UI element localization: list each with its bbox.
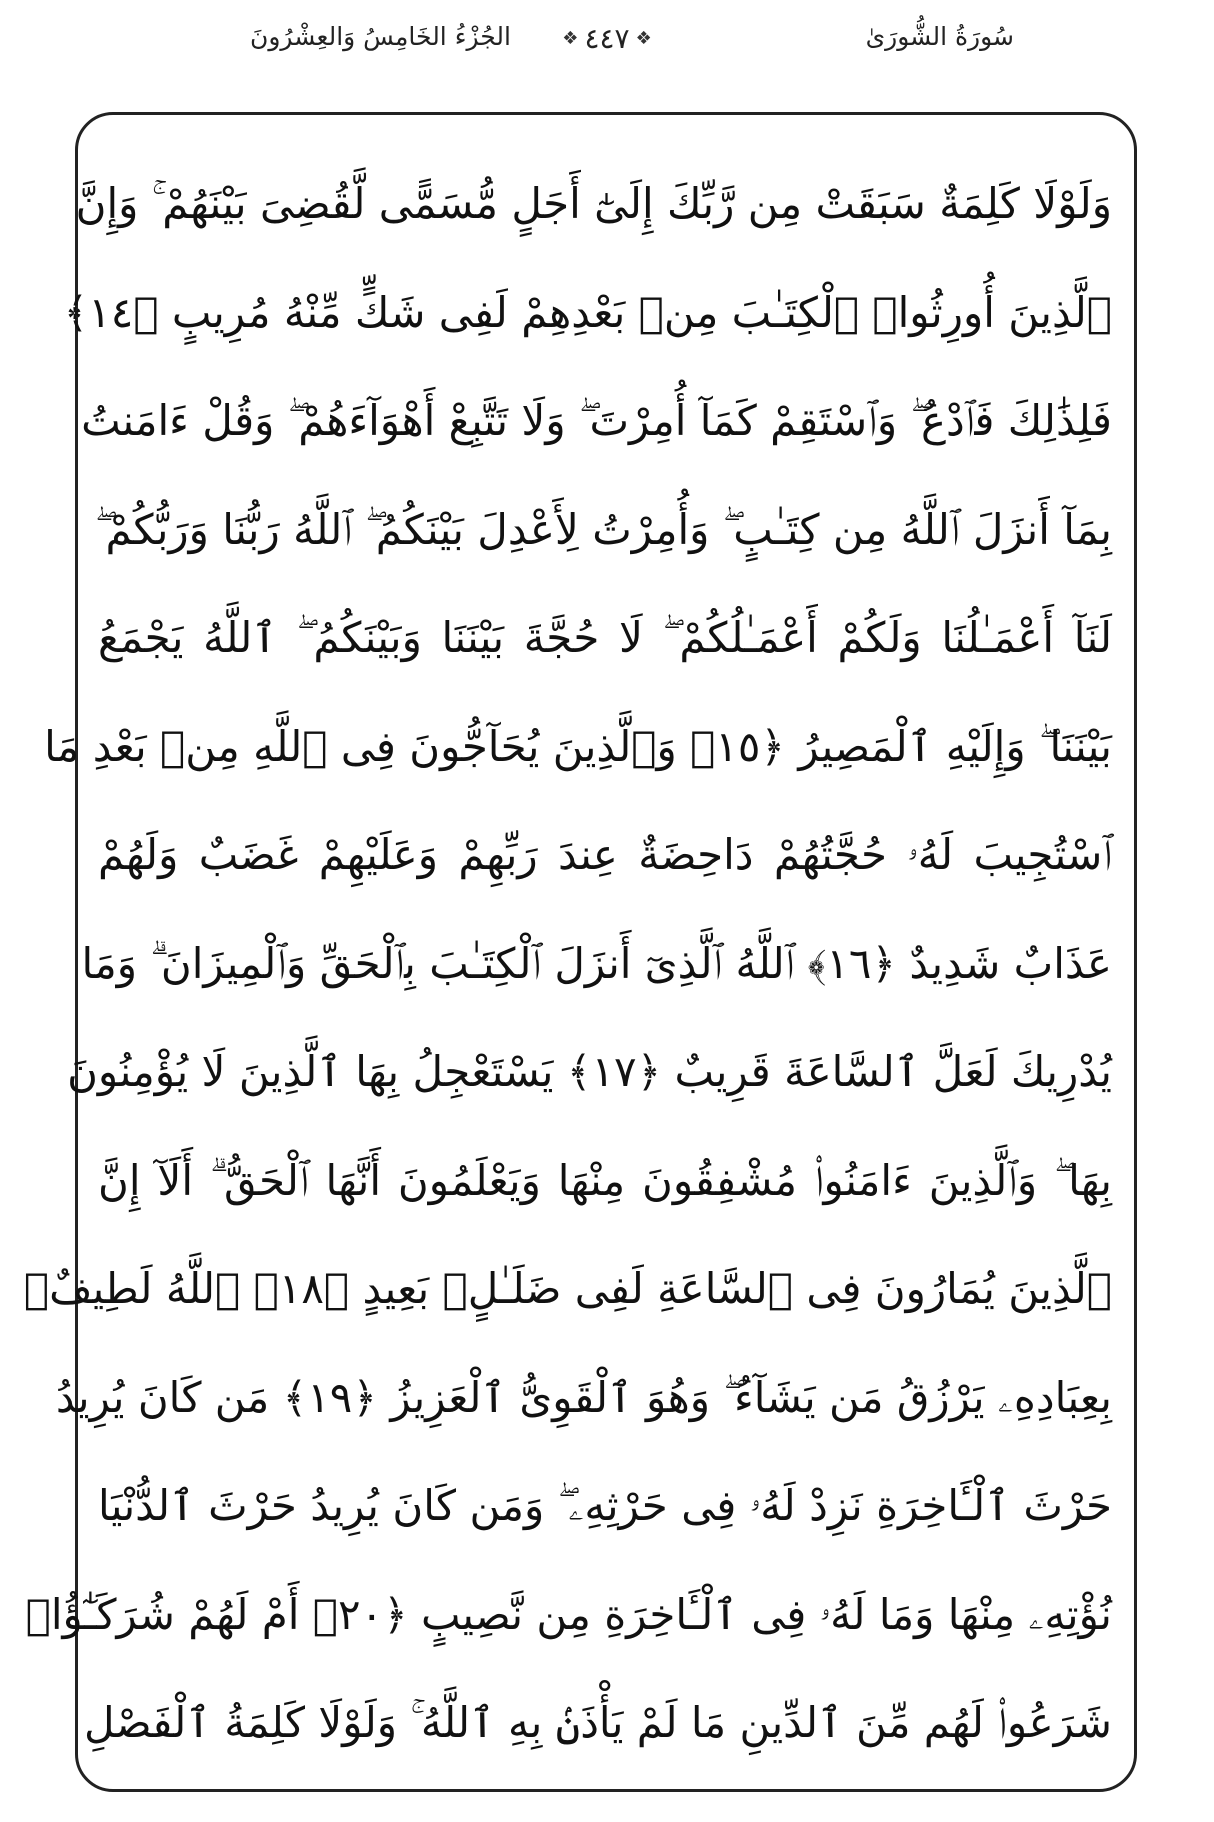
text-line: بِهَا ۖ وَٱلَّذِينَ ءَامَنُوا۟ مُشْفِقُونَ مِنْهَا وَيَعْلَمُونَ أَنَّهَا ٱلْحَقُّ ۗ أَلَآ إِنَّ bbox=[98, 1155, 1112, 1205]
text-line: حَرْثَ ٱلْـَٔاخِرَةِ نَزِدْ لَهُۥ فِى حَرْثِهِۦ ۖ وَمَن كَانَ يُرِيدُ حَرْثَ ٱلدُّنْيَا bbox=[98, 1481, 1112, 1530]
text-line: ٱلَّذِينَ يُمَارُونَ فِى ٱلسَّاعَةِ لَفِى ضَلَـٰلٍۭ بَعِيدٍ ﴿١٨﴾ ٱللَّهُ لَطِيفٌۢ bbox=[23, 1264, 1112, 1313]
page-header bbox=[0, 0, 1214, 100]
text-line: بِعِبَادِهِۦ يَرْزُقُ مَن يَشَآءُ ۖ وَهُوَ ٱلْقَوِىُّ ٱلْعَزِيزُ ﴿١٩﴾ مَن كَانَ يُرِيدُ bbox=[55, 1372, 1112, 1422]
text-line: عَذَابٌ شَدِيدٌ ﴿١٦﴾ ٱللَّهُ ٱلَّذِىٓ أَنزَلَ ٱلْكِتَـٰبَ بِٱلْحَقِّ وَٱلْمِيزَانَ ۗ وَمَا bbox=[81, 938, 1112, 988]
text-line: شَرَعُوا۟ لَهُم مِّنَ ٱلدِّينِ مَا لَمْ يَأْذَنۢ بِهِ ٱللَّهُ ۚ وَلَوْلَا كَلِمَةُ ٱلْفَصْلِ bbox=[84, 1698, 1112, 1747]
text-line: بِمَآ أَنزَلَ ٱللَّهُ مِن كِتَـٰبٍ ۖ وَأُمِرْتُ لِأَعْدِلَ بَيْنَكُمُ ۖ ٱللَّهُ رَبُّنَا وَرَبُّكُمْ ۖ bbox=[95, 504, 1112, 554]
text-line: نُؤْتِهِۦ مِنْهَا وَمَا لَهُۥ فِى ٱلْـَٔاخِرَةِ مِن نَّصِيبٍ ﴿٢٠﴾ أَمْ لَهُمْ شُرَكَـٰٓؤُا۟ bbox=[25, 1589, 1112, 1639]
text-line: بَيْنَنَا ۖ وَإِلَيْهِ ٱلْمَصِيرُ ﴿١٥﴾ وَٱلَّذِينَ يُحَآجُّونَ فِى ٱللَّهِ مِنۢ بَعْدِ مَا bbox=[44, 721, 1112, 771]
ornament-right-icon: ❖ bbox=[635, 27, 652, 49]
text-line: ٱسْتُجِيبَ لَهُۥ حُجَّتُهُمْ دَاحِضَةٌ عِندَ رَبِّهِمْ وَعَلَيْهِمْ غَضَبٌ وَلَهُمْ bbox=[98, 830, 1112, 879]
juz-name: الجُزْءُ الخَامِسُ وَالعِشْرُونَ bbox=[250, 22, 511, 51]
text-line: يُدْرِيكَ لَعَلَّ ٱلسَّاعَةَ قَرِيبٌ ﴿١٧﴾ يَسْتَعْجِلُ بِهَا ٱلَّذِينَ لَا يُؤْمِنُونَ bbox=[67, 1047, 1112, 1096]
text-line: فَلِذَٰلِكَ فَٱدْعُ ۖ وَٱسْتَقِمْ كَمَآ أُمِرْتَ ۖ وَلَا تَتَّبِعْ أَهْوَآءَهُمْ ۖ وَقُلْ ءَامَنتُ bbox=[81, 396, 1112, 445]
ornament-left-icon: ❖ bbox=[562, 27, 579, 49]
surah-name: سُورَةُ الشُّورَىٰ bbox=[865, 22, 1014, 51]
page-number-block bbox=[0, 20, 1214, 55]
page-number: ٤٤٧ bbox=[584, 21, 630, 55]
text-line: ٱلَّذِينَ أُورِثُوا۟ ٱلْكِتَـٰبَ مِنۢ بَعْدِهِمْ لَفِى شَكٍّ مِّنْهُ مُرِيبٍ ﴿١٤﴾ bbox=[63, 287, 1112, 337]
text-line: لَنَآ أَعْمَـٰلُنَا وَلَكُمْ أَعْمَـٰلُكُمْ ۖ لَا حُجَّةَ بَيْنَنَا وَبَيْنَكُمُ ۖ ٱللَّهُ يَجْمَعُ bbox=[98, 613, 1112, 662]
text-line: وَلَوْلَا كَلِمَةٌ سَبَقَتْ مِن رَّبِّكَ إِلَىٰٓ أَجَلٍ مُّسَمًّى لَّقُضِىَ بَيْنَهُمْ ۚ وَإِنَّ bbox=[75, 179, 1112, 228]
text-block bbox=[23, 150, 1120, 1778]
